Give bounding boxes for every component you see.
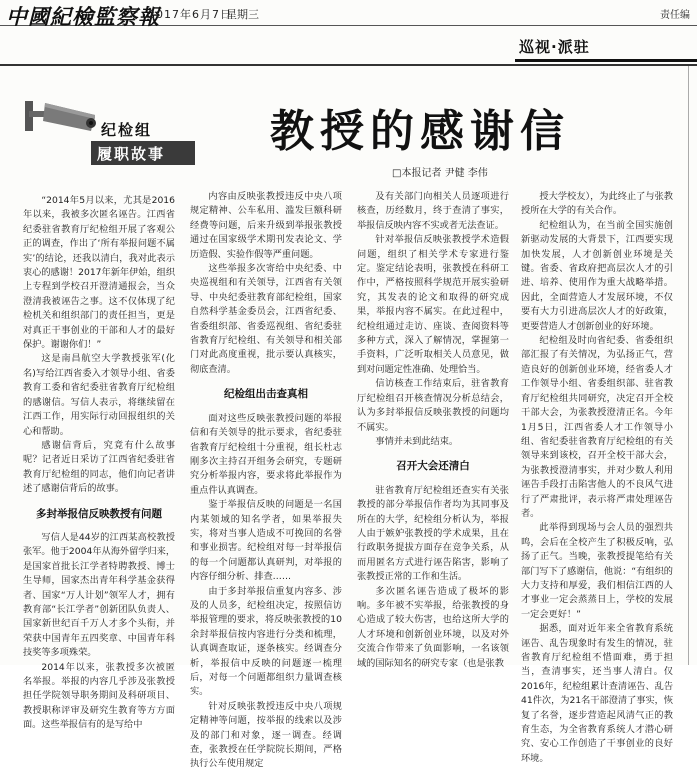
subheading: 纪检组出击查真相: [224, 388, 308, 401]
banner-title: 纪检组: [101, 121, 153, 139]
paragraph: 针对举报信反映张教授学术造假问题，组织了相关学术专家进行鉴定。鉴定结论表明，张教授在科研工作中，严格按照科学规范开展实验研究，其发表的论文和取得的研究成果，举报内容不属实。在此过程中，纪检组通过走访、座谈、查阅资料等多种方式，深入了解情况，掌握第一手资料，广泛听取相关人员意见，做到对问题定性准确、处理恰当。: [357, 234, 509, 375]
subheading: 多封举报信反映教授有问题: [36, 507, 162, 520]
section-header: [515, 36, 697, 60]
paragraph: 据悉，面对近年来全省教育系统诬告、乱告现象时有发生的情况，驻省教育厅纪检组不惜面难，勇于担当，查清事实，还当事人清白。仅2016年，纪检组累计查清诬告、乱告41件次，为21名干部澄清了事实，恢复了名誉，逐步营造起风清气正的教育生态，为全省教育系统人才潜心研究、安心工作创造了干事创业的良好环境。: [521, 623, 674, 764]
masthead: [0, 0, 697, 29]
paragraph: 事情并未到此结束。: [375, 435, 459, 447]
paragraph: 这是南昌航空大学教授张军(化名)写给江西省委入才领导小组、省委教育工委和省纪委驻省教育厅纪检组的感谢信。写信人表示，将继续留在江西工作，用实际行动回报组织的关心和帮助。: [23, 353, 175, 437]
paragraph: 纪检组及时向省纪委、省委组织部汇报了有关情况，为弘扬正气，营造良好的创新创业环境，经省委人才工作领导小组、省委组织部、驻省教育厅纪检组共同研究，决定召开全校干部大会，为张教授澄清正名。今年1月5日，江西省委人才工作领导小组、省纪委驻省教育厅纪检组的有关领导来到该校，召开全校干部大会，为张教授澄清事实，并对少数人利用诬告手段打击陷害他人的不良风气进行了严肃批评，表示将严肃处理诬告者。: [521, 335, 673, 519]
paragraph: 多次匿名诬告造成了极坏的影响。多年被不实举报，给张教授的身心造成了较大伤害，也给这所大学的人才环境和创新创业环境，以及对外交流合作带来了负面影响，一名该领域的国际知名的研究专家（也是张教: [357, 585, 509, 669]
paragraph: 2014年以来，张教授多次被匿名举报。举报的内容几乎涉及张教授担任学院领导职务期间及科研项目、教授职称评审及研究生教育等方方面面。这些举报信有的是写给中: [23, 661, 175, 731]
header-divider: [0, 64, 697, 66]
paragraph: 及有关部门向相关人员逐项进行核查，历经数月，终于查清了事实，举报信反映内容不实或者无法查证。: [357, 191, 509, 231]
article-headline: 教授的感谢信: [270, 106, 570, 157]
section-underline: [515, 59, 697, 62]
article-column-1: [23, 194, 176, 731]
paragraph: 授大学校友），为此终止了与张教授所在大学的有关合作。: [521, 191, 673, 217]
paragraph: 纪检组认为，在当前全国实施创新驱动发展的大背景下，江西要实现加快发展，人才创新创业环境是关键。省委、省政府把高层次人才的引进、培养、使用作为重大战略举措。因此，全面营造人才发展环境，不仅要有大力引进高层次人才的好政策，更要营造人才创新创业的好环境。: [521, 219, 673, 332]
subheading: 召开大会还清白: [396, 460, 470, 473]
paragraph: 信访核查工作结束后，驻省教育厅纪检组召开核查情况分析总结会，认为多封举报信反映张教授的问题均不属实。: [357, 378, 509, 433]
paragraph: “2014年5月以来，尤其是2016年以来，我被多次匿名诬告。江西省纪委驻省教育厅纪检组开展了客观公正的调查，作出了‘所有举报问题不属实’的结论，还我以清白，我对此表示衷心的感谢！2017年新年伊始，组织上专程到学校召开澄清通报会，当众澄清我被诬告之事。这不仅体现了纪检机关和组织部门的责任担当，更是对真正干事创业的干部和人才的最好保护。谢谢你们！”: [23, 195, 176, 351]
article-column-3: [357, 190, 509, 669]
paragraph: 此举得到现场与会人员的强烈共鸣，会后在全校产生了积极反响，弘扬了正气。当晚，张教授提笔给有关部门写下了感谢信，他说：“有组织的大力支持和厚爱，我们相信江西的人才事业一定会蒸蒸日上，学校的发展一定会更好！”: [521, 522, 673, 620]
issue-weekday: 星期三: [226, 8, 259, 21]
paragraph: 驻省教育厅纪检组还查实有关张教授的部分举报信作者均为其同事及所在的大学，纪检组分析认为，举报人由于嫉妒张教授的学术成果，且在行政职务提拔方面存在竞争关系，从而用匿名方式进行诬告陷害，影响了张教授正常的工作和生活。: [357, 484, 509, 583]
paragraph: 感谢信背后，究竟有什么故事呢？记者近日采访了江西省纪委驻省教育厅纪检组的同志，他们向记者讲述了感谢信背后的故事。: [23, 439, 175, 495]
paragraph: 由于多封举报信重复内容多、涉及的人员多，纪检组决定，按照信访举报管理的要求，将反映张教授的10余封举报信按内容进行分类和梳理，认真调查取证，逐条核实。经调查分析，举报信中反映的问题逐一梳理后，对每一个问题都组织力量调查核实。: [190, 585, 342, 698]
article-column-4: [521, 190, 674, 764]
column-banner: [25, 95, 205, 170]
banner-subtitle: 履职故事: [97, 145, 166, 163]
paragraph: 面对这些反映张教授问题的举报信和有关领导的批示要求，省纪委驻省教育厅纪检组十分重视，组长杜志刚多次主持召开组务会研究，专题研究分析举报内容，要求将此举报作为重点件认真调查。: [190, 412, 342, 496]
paragraph: 针对反映张教授违反中央八项规定精神等问题，按举报的线索以及涉及的部门和对象，逐一调查。经调查，张教授在任学院院长期间，严格执行公车使用规定: [190, 700, 342, 770]
paragraph: 这些举报多次寄给中央纪委、中央巡视组和有关领导，江西省有关领导、中央纪委驻教育部纪检组，国家自然科学基金委员会，江西省纪委、省委组织部、省委巡视组、省纪委驻省教育厅纪检组、有关领导和相关部门对此高度重视，批示要认真核实，彻底查清。: [190, 263, 342, 375]
paragraph: 写信人是44岁的江西某高校教授张军。他于2004年从海外留学归来，是国家首批长江学者特聘教授、博士生导师，国家杰出青年科学基金获得者、国家“万人计划”领军人才，拥有教育部“长江学者”创新团队负责人、国家新世纪百千万人才多个头衔，并荣获中国青年五四奖章、中国青年科技奖等多项殊荣。: [23, 531, 176, 659]
paragraph: 内容由反映张教授违反中央八项规定精神、公车私用、滥发巨额科研经费等问题，后来升级到举报张教授通过在国家级学术期刊发表论文、学历造假、实验作假等严重问题。: [190, 191, 342, 260]
section-name: 巡视·派驻: [519, 38, 590, 56]
editor-credit: 责任编: [660, 10, 690, 21]
article-byline: □本报记者 尹健 李伟: [392, 168, 488, 179]
paragraph: 鉴于举报信反映的问题是一名国内某领域的知名学者，如果举报失实，将对当事人造成不可挽回的名誉和事业损害。纪检组对每一封举报信的每一个问题都认真研判，对举报的内容仔细分析、排查……: [190, 499, 342, 583]
page-edge-rule: [688, 66, 689, 665]
issue-date: 2017年6月7日: [148, 8, 232, 21]
article-column-2: [190, 190, 342, 770]
newspaper-logo: 中國紀檢監察報: [6, 4, 160, 29]
